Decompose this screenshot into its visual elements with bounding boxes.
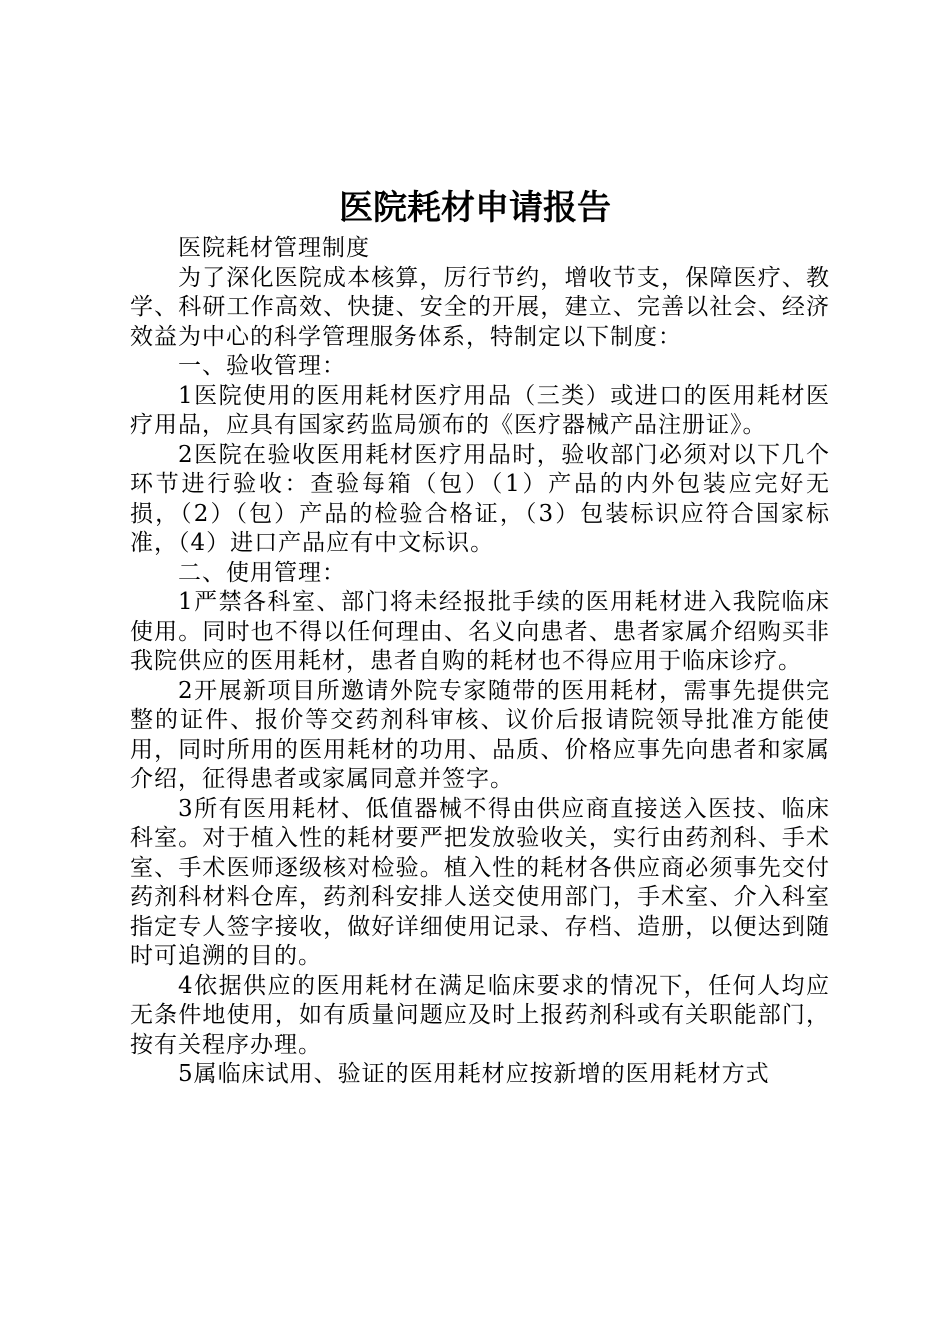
usage-item-3: 3所有医用耗材、低值器械不得由供应商直接送入医技、临床科室。对于植入性的耗材要严把发放验收关，实行由药剂科、手术室、手术医师逐级核对检验。植入性的耗材各供应商必须事先交付药剂科材料仓库，药剂科安排人送交使用部门，手术室、介入科室指定专人签字接收，做好详细使用记录、存档、造册，以便达到随时可追溯的目的。: [130, 795, 830, 969]
acceptance-item-1: 1医院使用的医用耗材医疗用品（三类）或进口的医用耗材医疗用品，应具有国家药监局颁布的《医疗器械产品注册证》。: [130, 382, 830, 438]
subtitle-paragraph: 医院耗材管理制度: [178, 235, 370, 261]
usage-item-4: 4依据供应的医用耗材在满足临床要求的情况下，任何人均应无条件地使用，如有质量问题应及时上报药剂科或有关职能部门，按有关程序办理。: [130, 972, 830, 1058]
section-heading-usage: 二、使用管理：: [178, 559, 346, 586]
usage-item-1: 1严禁各科室、部门将未经报批手续的医用耗材进入我院临床使用。同时也不得以任何理由、名义向患者、患者家属介绍购买非我院供应的医用耗材，患者自购的耗材也不得应用于临床诊疗。: [130, 589, 830, 674]
usage-item-2: 2开展新项目所邀请外院专家随带的医用耗材，需事先提供完整的证件、报价等交药剂科审核、议价后报请院领导批准方能使用，同时所用的医用耗材的功用、品质、价格应事先向患者和家属介绍，征得患者或家属同意并签字。: [130, 677, 830, 792]
intro-paragraph: 为了深化医院成本核算，厉行节约，增收节支，保障医疗、教学、科研工作高效、快捷、安全的开展，建立、完善以社会、经济效益为中心的科学管理服务体系，特制定以下制度：: [130, 264, 830, 350]
document-body: [130, 234, 830, 1090]
document-title: 医院耗材申请报告: [339, 188, 611, 228]
section-heading-acceptance: 一、验收管理：: [178, 353, 346, 379]
usage-item-5: 5属临床试用、验证的医用耗材应按新增的医用耗材方式: [178, 1061, 770, 1087]
acceptance-item-2: 2医院在验收医用耗材医疗用品时，验收部门必须对以下几个环节进行验收：查验每箱（包）（1）产品的内外包装应完好无损，（2）（包）产品的检验合格证，（3）包装标识应符合国家标准，（4）进口产品应有中文标识。: [130, 441, 830, 556]
